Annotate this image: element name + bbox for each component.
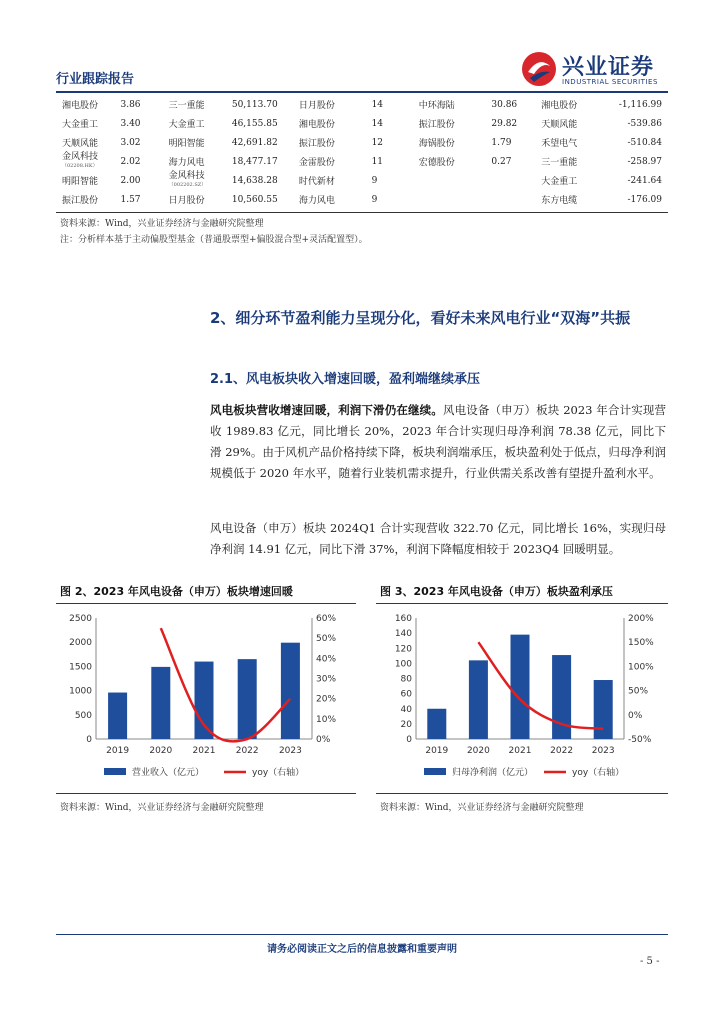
table-cell: 日月股份 bbox=[168, 196, 205, 206]
table-cell: 2.02 bbox=[120, 156, 141, 167]
table-cell: 三一重能 bbox=[541, 158, 578, 168]
table-cell: 中环海陆 bbox=[418, 101, 455, 111]
table-cell: 29.82 bbox=[491, 118, 518, 129]
table-note: 注：分析样本基于主动偏股型基金（普通股票型+偏股混合型+灵活配置型）。 bbox=[60, 235, 368, 245]
table-cell: -510.84 bbox=[627, 137, 662, 148]
y-right-tick-label: 60% bbox=[316, 614, 337, 624]
x-tick-label: 2021 bbox=[508, 746, 532, 756]
subsection-title: 2.1、风电板块收入增速回暖，盈利端继续承压 bbox=[210, 372, 481, 387]
figure-3-bottom-rule bbox=[376, 793, 668, 794]
y-right-tick-label: 30% bbox=[316, 674, 337, 685]
legend-bar-label: 归母净利润（亿元） bbox=[452, 768, 534, 778]
table-cell: 10,560.55 bbox=[231, 194, 278, 205]
table-divider bbox=[56, 212, 668, 213]
table-cell: 海力风电 bbox=[298, 196, 335, 206]
y-tick-label: 500 bbox=[74, 710, 92, 721]
y-tick-label: 140 bbox=[394, 629, 412, 640]
table-cell: 振江股份 bbox=[418, 120, 455, 130]
table-cell: 三一重能 bbox=[168, 101, 205, 111]
table-cell: 海锅股份 bbox=[418, 139, 455, 149]
table-cell: 海力风电 bbox=[168, 158, 205, 168]
table-cell: 振江股份 bbox=[62, 196, 99, 206]
fund-holdings-table bbox=[60, 95, 664, 209]
y-tick-label: 80 bbox=[400, 674, 412, 685]
table-cell: 天顺风能 bbox=[62, 139, 99, 149]
bar bbox=[511, 635, 530, 739]
y-tick-label: 2000 bbox=[69, 638, 92, 649]
table-cell: 3.86 bbox=[120, 99, 141, 110]
y-tick-label: 100 bbox=[394, 659, 412, 670]
x-tick-label: 2019 bbox=[106, 746, 130, 756]
y-tick-label: 40 bbox=[400, 704, 412, 715]
y-right-tick-label: 200% bbox=[628, 614, 654, 624]
bar bbox=[195, 662, 214, 739]
figure-3-title: 图 3、2023 年风电设备（申万）板块盈利承压 bbox=[380, 585, 613, 598]
figure-3-source: 资料来源：Wind，兴业证券经济与金融研究院整理 bbox=[380, 803, 584, 813]
table-cell: 大金重工 bbox=[62, 120, 99, 130]
x-tick-label: 2022 bbox=[235, 746, 259, 756]
x-tick-label: 2019 bbox=[425, 746, 449, 756]
table-cell: -258.97 bbox=[627, 156, 662, 167]
y-tick-label: 0 bbox=[406, 735, 412, 745]
table-cell bbox=[417, 190, 490, 209]
section-title: 2、细分环节盈利能力呈现分化，看好未来风电行业“双海”共振 bbox=[210, 309, 631, 327]
bar bbox=[108, 693, 127, 739]
brand-logo bbox=[520, 50, 670, 90]
bar bbox=[151, 667, 170, 739]
paragraph-1 bbox=[210, 400, 666, 484]
table-cell: 大金重工 bbox=[168, 120, 205, 130]
table-cell: 湘电股份 bbox=[541, 101, 578, 111]
table-cell: -539.86 bbox=[627, 118, 662, 129]
x-tick-label: 2021 bbox=[192, 746, 216, 756]
legend-line-label: yoy（右轴） bbox=[572, 768, 625, 778]
y-right-tick-label: -50% bbox=[628, 735, 652, 745]
page-number: - 5 - bbox=[640, 956, 660, 967]
table-cell: 大金重工 bbox=[541, 177, 578, 187]
y-tick-label: 1500 bbox=[69, 662, 92, 673]
table-cell: -1,116.99 bbox=[618, 99, 662, 110]
logo-en-text: INDUSTRIAL SECURITIES bbox=[562, 78, 658, 86]
x-tick-label: 2022 bbox=[550, 746, 574, 756]
y-tick-label: 160 bbox=[394, 614, 412, 624]
stock-code: （02208.HK） bbox=[62, 162, 98, 169]
y-right-tick-label: 20% bbox=[316, 694, 337, 705]
yoy-line bbox=[161, 628, 291, 741]
table-cell: 时代新材 bbox=[298, 177, 335, 187]
table-cell: 9 bbox=[371, 194, 378, 205]
bar bbox=[281, 643, 300, 739]
profit-chart bbox=[376, 606, 668, 790]
x-tick-label: 2020 bbox=[466, 746, 490, 756]
logo-icon bbox=[520, 50, 558, 88]
x-tick-label: 2023 bbox=[591, 746, 615, 756]
logo-cn-text: 兴业证券 bbox=[562, 55, 655, 80]
table-row bbox=[60, 114, 664, 133]
table-cell: 东方电缆 bbox=[541, 196, 578, 206]
table-cell: 50,113.70 bbox=[231, 99, 278, 110]
table-cell: -241.64 bbox=[627, 175, 662, 186]
y-right-tick-label: 0% bbox=[316, 735, 331, 745]
table-cell: 1.79 bbox=[491, 137, 512, 148]
paragraph-2: 风电设备（申万）板块 2024Q1 合计实现营收 322.70 亿元，同比增长 16%，实现归母净利润 14.91 亿元，同比下滑 37%，利润下降幅度相较于 2023Q4 回暖明显。 bbox=[210, 521, 666, 556]
stock-code: （002202.SZ） bbox=[168, 181, 207, 188]
paragraph-1-lead: 风电板块营收增速回暖，利润下滑仍在继续。 bbox=[210, 403, 443, 417]
table-row bbox=[60, 171, 664, 190]
report-type-title: 行业跟踪报告 bbox=[56, 72, 135, 87]
y-right-tick-label: 150% bbox=[628, 638, 654, 649]
yoy-line bbox=[478, 642, 603, 729]
table-cell bbox=[489, 190, 539, 209]
table-cell: 14 bbox=[371, 118, 384, 129]
y-tick-label: 60 bbox=[400, 689, 412, 700]
table-cell: 禾望电气 bbox=[541, 139, 578, 149]
table-cell: 12 bbox=[371, 137, 384, 148]
figure-3-rule bbox=[376, 603, 668, 604]
table-cell: 明阳智能 bbox=[62, 177, 99, 187]
table-cell: 14 bbox=[371, 99, 384, 110]
table-cell: 湘电股份 bbox=[298, 120, 335, 130]
table-cell: 金风科技 （02208.HK） bbox=[60, 152, 118, 171]
y-right-tick-label: 10% bbox=[316, 714, 337, 725]
y-tick-label: 1000 bbox=[69, 686, 92, 697]
table-cell: 42,691.82 bbox=[231, 137, 278, 148]
table-cell: 30.86 bbox=[491, 99, 518, 110]
table-row bbox=[60, 190, 664, 209]
y-tick-label: 0 bbox=[86, 735, 92, 745]
y-tick-label: 2500 bbox=[69, 614, 92, 624]
paragraph-1-body: 风电设备（申万）板块 2023 年合计实现营收 1989.83 亿元，同比增长 20%，2023 年合计实现归母净利润 78.38 亿元，同比下滑 29%。由于风机产品价格持续下降，板块利润端承压，板块盈利处于低点，归母净利润规模低于 2020 年水平，随着行业装机需求提升，行业供需关系改善有望提升盈利水平。 bbox=[210, 403, 667, 480]
table-cell: 11 bbox=[371, 156, 384, 167]
bar bbox=[238, 659, 257, 739]
figure-2-bottom-rule bbox=[56, 793, 356, 794]
table-source: 资料来源：Wind，兴业证券经济与金融研究院整理 bbox=[60, 219, 264, 229]
table-cell: 日月股份 bbox=[298, 101, 335, 111]
legend-bar-swatch bbox=[104, 768, 126, 775]
figure-2-title: 图 2、2023 年风电设备（申万）板块增速回暖 bbox=[60, 585, 293, 598]
table-cell: 金风科技 （002202.SZ） bbox=[167, 171, 230, 190]
disclaimer-notice: 请务必阅读正文之后的信息披露和重要声明 bbox=[267, 944, 457, 955]
table-cell: 9 bbox=[371, 175, 378, 186]
figure-2-rule bbox=[56, 603, 356, 604]
table-cell: 宏德股份 bbox=[418, 158, 455, 168]
y-tick-label: 20 bbox=[400, 719, 412, 730]
figure-2-source: 资料来源：Wind，兴业证券经济与金融研究院整理 bbox=[60, 803, 264, 813]
table-cell: 金雷股份 bbox=[298, 158, 335, 168]
table-cell: 14,638.28 bbox=[231, 175, 278, 186]
x-tick-label: 2020 bbox=[149, 746, 173, 756]
y-tick-label: 120 bbox=[394, 644, 412, 655]
table-cell: 2.00 bbox=[120, 175, 141, 186]
footer-divider bbox=[56, 934, 668, 935]
table-cell: 3.02 bbox=[120, 137, 141, 148]
table-cell: 18,477.17 bbox=[231, 156, 278, 167]
bar bbox=[427, 709, 446, 739]
table-cell: 振江股份 bbox=[298, 139, 335, 149]
table-cell bbox=[417, 171, 490, 190]
table-cell bbox=[489, 171, 539, 190]
revenue-chart bbox=[56, 606, 356, 790]
table-row bbox=[60, 133, 664, 152]
table-cell: 明阳智能 bbox=[168, 139, 205, 149]
table-cell: 3.40 bbox=[120, 118, 141, 129]
y-right-tick-label: 50% bbox=[316, 634, 337, 645]
y-right-tick-label: 50% bbox=[628, 686, 649, 697]
legend-bar-label: 营业收入（亿元） bbox=[132, 768, 205, 778]
y-right-tick-label: 100% bbox=[628, 662, 654, 673]
table-cell: 1.57 bbox=[120, 194, 141, 205]
table-cell: 湘电股份 bbox=[62, 101, 99, 111]
table-row bbox=[60, 152, 664, 171]
table-cell: 0.27 bbox=[491, 156, 512, 167]
table-cell: -176.09 bbox=[627, 194, 662, 205]
y-right-tick-label: 0% bbox=[628, 710, 643, 721]
legend-line-label: yoy（右轴） bbox=[252, 768, 305, 778]
x-tick-label: 2023 bbox=[278, 746, 302, 756]
table-cell: 46,155.85 bbox=[231, 118, 278, 129]
legend-bar-swatch bbox=[424, 768, 446, 775]
header-divider bbox=[56, 91, 668, 93]
bar bbox=[469, 660, 488, 739]
y-right-tick-label: 40% bbox=[316, 654, 337, 665]
bar bbox=[594, 680, 613, 739]
table-cell: 天顺风能 bbox=[541, 120, 578, 130]
table-row bbox=[60, 95, 664, 114]
